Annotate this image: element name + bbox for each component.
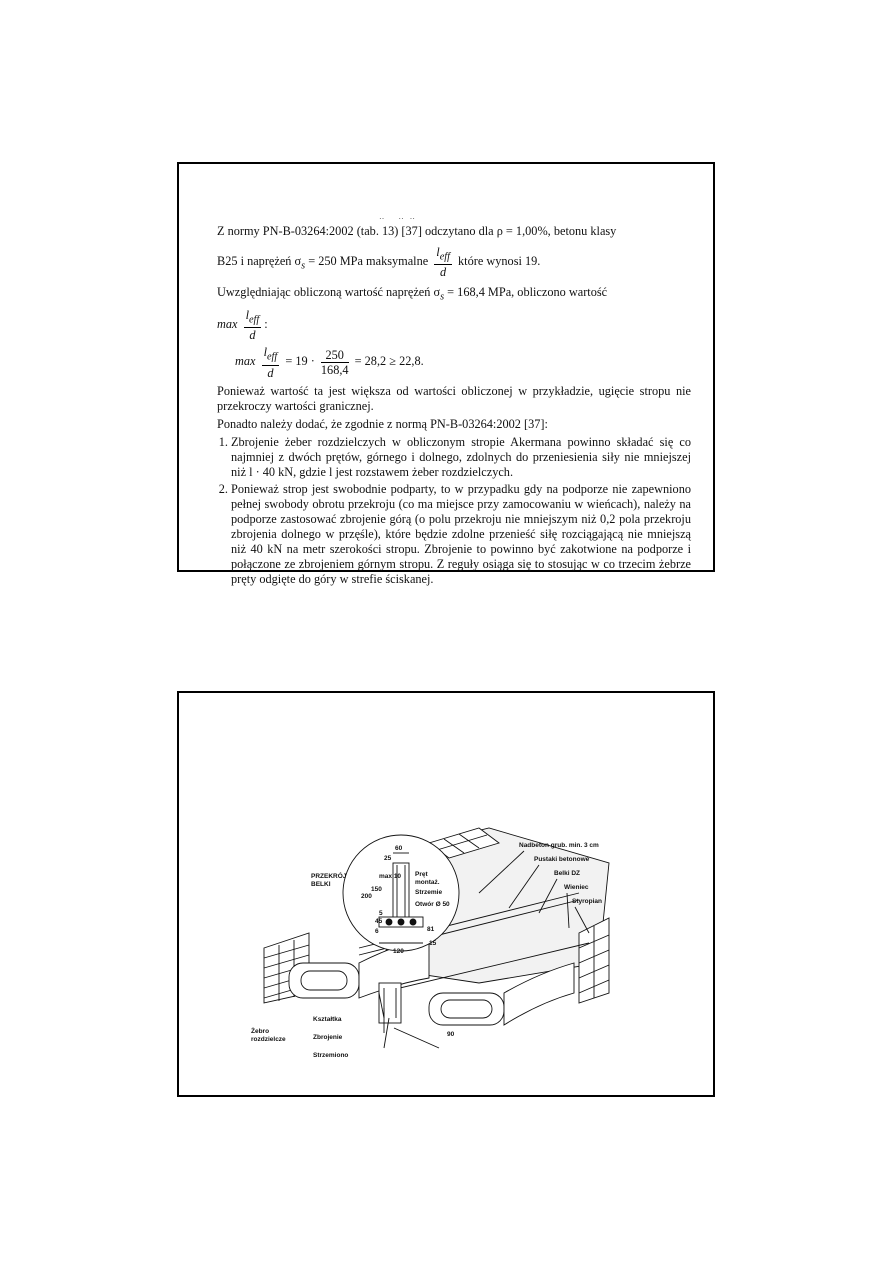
dim-6: 6 xyxy=(375,928,379,935)
dim-81: 81 xyxy=(427,926,435,933)
label-ksztaltka: Kształtka xyxy=(313,1016,342,1023)
floor-slab-drawing xyxy=(179,693,713,1095)
dim-120: 120 xyxy=(393,948,404,955)
right-brick-wall xyxy=(579,918,609,1003)
label-styropian: Styropian xyxy=(572,898,602,905)
dim-200: 200 xyxy=(361,893,372,900)
dim-150: 150 xyxy=(371,886,382,893)
label-pret: Pręt xyxy=(415,871,428,878)
label-pustaki: Pustaki betonowe xyxy=(534,856,590,863)
text-area xyxy=(217,224,691,589)
fraction-250-168: $\frac{250}{168,4}$ xyxy=(320,348,349,378)
label-zbrojenie: Zbrojenie xyxy=(313,1034,343,1041)
formula-max: max $\frac{l_{eff}}{d}$ = 19 · $\frac{250}{168,4}$ = 28,2 ≥ 22,8. xyxy=(235,345,424,380)
paragraph-max: max $\frac{l_{eff}}{d}$ : xyxy=(217,307,268,343)
fraction-leff-d-2: $\frac{l_{eff}}{d}$ xyxy=(245,307,260,343)
paragraph-uwzgledniajac: Uwzględniając obliczoną wartość naprężeń $\sigma_s = 168,4$ MPa, obliczono wartość xyxy=(217,285,608,303)
notes-list xyxy=(217,435,691,587)
distribution-rib xyxy=(379,983,401,1023)
label-nadbeton: Nadbeton grub. min. 3 cm xyxy=(519,842,599,849)
fraction-leff-d-3: $\frac{l_{eff}}{d}$ xyxy=(263,345,278,380)
label-otwor: Otwór Ø 50 xyxy=(415,901,450,908)
paragraph-norm: Z normy PN-B-03264:2002 (tab. 13) [37] odczytano dla ρ = 1,00%, betonu klasy xyxy=(217,224,617,238)
label-przekroj: PRZEKRÓJ xyxy=(311,873,347,880)
label-belki-sec: BELKI xyxy=(311,881,331,888)
fraction-leff-d: $\frac{l_{eff}}{d}$ xyxy=(436,245,450,280)
dim-5: 5 xyxy=(379,910,383,917)
dim-25: 25 xyxy=(384,855,392,862)
paragraph-ponadto: Ponadto należy dodać, że zgodnie z normą PN-B-03264:2002 [37]: xyxy=(217,416,548,431)
dim-60: 60 xyxy=(395,845,403,852)
label-wieniec: Wieniec xyxy=(564,884,589,891)
label-belki: Belki DZ xyxy=(554,870,581,877)
note-item-1: 1. Zbrojenie żeber rozdzielczych w obliczonym stropie Akermana powinno składać się co najmniej z dwóch prętów, górnego i dolnego, zdolnych do przeniesienia siły nie mniejszej niż l · 40 kN, gdzie l jest rozstawem żeber rozdzielczych. xyxy=(231,435,691,480)
top-text-panel xyxy=(177,162,715,586)
label-montaz: montaż. xyxy=(415,879,440,886)
dim-90: 90 xyxy=(447,1031,455,1038)
paragraph-poniewaz: Ponieważ wartość ta jest większa od wartości obliczonej w przykładzie, ugięcie stropu nie przekroczy wartości granicznej. xyxy=(217,383,691,413)
dim-max10: max 10 xyxy=(379,873,402,880)
bottom-drawing-panel xyxy=(177,691,715,1097)
paragraph-b25: B25 i naprężeń $\sigma_s = 250$ MPa maksymalne $\frac{l_{eff}}{d}$ które wynosi 19. xyxy=(217,245,541,280)
dim-45: 45 xyxy=(375,918,383,925)
label-strzemiono: Strzemiono xyxy=(313,1052,349,1059)
label-zebro: Żebro xyxy=(251,1028,270,1035)
dim-15: 15 xyxy=(429,940,437,947)
header-ghost: ‥ ‥‥ xyxy=(379,212,422,221)
label-rozdzielcze: rozdzielcze xyxy=(251,1036,286,1043)
label-strzemie: Strzemie xyxy=(415,889,443,896)
note-item-2: 2. Ponieważ strop jest swobodnie podparty, to w przypadku gdy na podporze nie zapewniono pełnej swobody obrotu przekroju (co ma miejsce przy zamocowaniu w wieńcach), należy na podporze zastosować zbrojenie górą (o polu przekroju nie mniejszym niż 0,2 pola przekroju zbrojenia dolnego w przęśle), które będzie zdolne przenieść siłę rozciągającą nie mniejszą niż 40 kN na metr szerokości stropu. Zbrojenie to powinno być zakotwione na podporze i połączone ze zbrojeniem górnym stropu. Z reguły osiąga się to stosując w co trzecim żebrze pręty odgięte do góry w strefie ściskanej. xyxy=(231,482,691,587)
